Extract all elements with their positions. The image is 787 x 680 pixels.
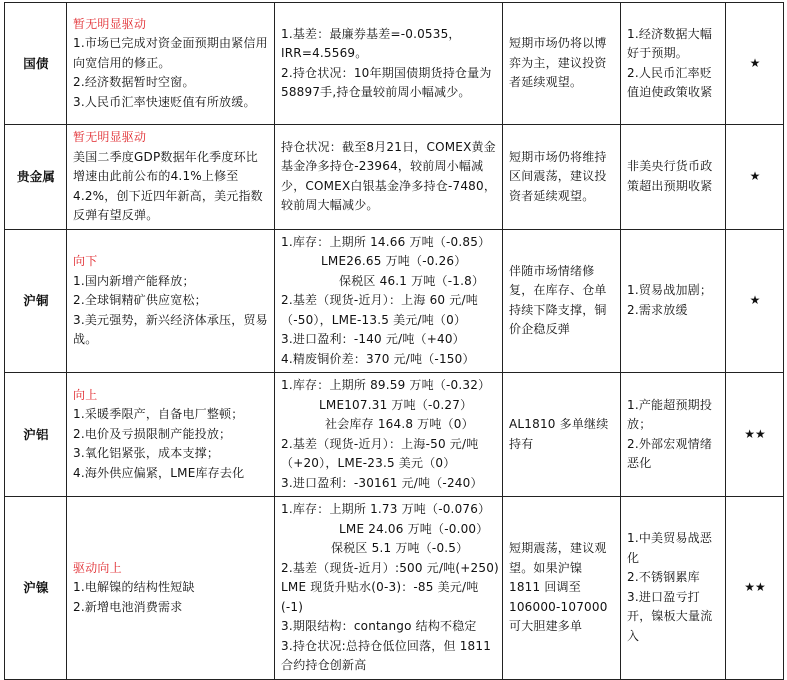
data-item: 3.持仓状况:总持仓低位回落，但 1811 合约持仓创新高: [281, 638, 492, 672]
driver-item: 1.采暖季限产，自备电厂整顿；: [73, 407, 244, 422]
row-name: 沪铝: [5, 373, 67, 497]
data-item: 保税区 46.1 万吨（-1.8）: [339, 273, 485, 288]
risk-item: 2.人民币汇率贬值迫使政策收紧: [627, 65, 713, 99]
table-row-copper: [5, 229, 784, 373]
row-name: 沪镍: [5, 497, 67, 680]
data-item: 2.基差（现货-近月）:500 元/吨(+250): [281, 560, 499, 575]
data-item: 2.持仓状况：10年期国债期货持仓量为58897手,持仓量较前周小幅减少。: [281, 65, 492, 99]
risk-cell: [621, 229, 726, 373]
risk-item: 1.产能超预期投放；: [627, 397, 713, 431]
risk-cell: [621, 373, 726, 497]
data-cell: [275, 373, 503, 497]
table-row-treasury: [5, 3, 784, 125]
trend-label: 暂无明显驱动: [73, 16, 147, 31]
data-item: LME 24.06 万吨（-0.00）: [339, 521, 489, 536]
data-item: 保税区 5.1 万吨（-0.5）: [331, 541, 469, 555]
risk-cell: [621, 125, 726, 230]
risk-item: 2.不锈钢累库: [627, 570, 700, 585]
data-item: 2.基差（现货-近月）：上海 60 元/吨（-50），LME-13.5 美元/吨（0）: [281, 293, 478, 327]
rating-stars: ★★: [726, 373, 784, 497]
data-cell: [275, 229, 503, 373]
data-item: 3.进口盈利：-140 元/吨（+40）: [281, 332, 465, 346]
driver-item: 美国二季度GDP数据年化季度环比增速由此前公布的4.1%上修至4.2%，创下近四年新高，美元指数反弹有望反弹。: [73, 149, 263, 222]
data-item: 持仓状况：截至8月21日，COMEX黄金基金净多持仓-23964，较前周小幅减少，COMEX白银基金净多持仓-7480，较前周大幅减少。: [281, 139, 497, 213]
commodity-strategy-table: [4, 2, 784, 680]
driver-item: 1.电解镍的结构性短缺: [73, 580, 195, 594]
trend-label: 驱动向上: [73, 560, 122, 575]
drivers-cell: [67, 373, 275, 497]
data-item: LME 现货升贴水(0-3)：-85 美元/吨(-1): [281, 580, 479, 614]
driver-item: 3.氧化铝紧张，成本支撑；: [73, 446, 220, 461]
risk-cell: [621, 3, 726, 125]
row-name: 国债: [5, 3, 67, 125]
data-item: 3.进口盈利：-30161 元/吨（-240）: [281, 475, 483, 490]
rating-stars: ★: [726, 125, 784, 230]
driver-item: 2.新增电池消费需求: [73, 599, 183, 614]
data-item: 1.库存：上期所 1.73 万吨（-0.076）: [281, 502, 491, 516]
driver-item: 3.美元强势，新兴经济体承压，贸易战。: [73, 312, 268, 346]
drivers-cell: [67, 3, 275, 125]
data-item: 1.库存：上期所 14.66 万吨（-0.85）: [281, 234, 491, 249]
row-name: 贵金属: [5, 125, 67, 230]
driver-item: 1.国内新增产能释放；: [73, 273, 195, 288]
table-row-nickel: [5, 497, 784, 680]
view-cell: 短期震荡，建议观望。如果沪镍 1811 回调至106000-107000 可大胆建多单: [503, 497, 621, 680]
table-row-aluminum: [5, 373, 784, 497]
trend-label: 向上: [73, 387, 98, 402]
driver-item: 1.市场已完成对资金面预期由紧信用向宽信用的修正。: [73, 36, 268, 70]
view-cell: 短期市场仍将以博弈为主，建议投资者延续观望。: [503, 3, 621, 125]
data-item: 1.库存：上期所 89.59 万吨（-0.32）: [281, 378, 491, 392]
trend-label: 向下: [73, 254, 98, 268]
driver-item: 2.电价及亏损限制产能投放；: [73, 426, 232, 441]
data-cell: [275, 497, 503, 680]
data-item: 1.基差：最廉券基差=-0.0535，IRR=4.5569。: [281, 26, 461, 60]
risk-cell: [621, 497, 726, 680]
data-cell: [275, 125, 503, 230]
data-item: LME26.65 万吨（-0.26）: [321, 254, 467, 268]
trend-label: 暂无明显驱动: [73, 130, 147, 144]
risk-item: 非美央行货币政策超出预期收紧: [627, 159, 713, 193]
driver-item: 3.人民币汇率快速贬值有所放缓。: [73, 94, 256, 109]
rating-stars: ★: [726, 229, 784, 373]
strategy-table-container: [4, 2, 783, 680]
driver-item: 2.全球铜精矿供应宽松；: [73, 293, 207, 307]
data-item: 2.基差（现货-近月）：上海-50 元/吨（+20），LME-23.5 美元（0）: [281, 436, 479, 470]
driver-item: 2.经济数据暂时空窗。: [73, 75, 195, 90]
drivers-cell: [67, 125, 275, 230]
view-cell: AL1810 多单继续持有: [503, 373, 621, 497]
rating-stars: ★: [726, 3, 784, 125]
risk-item: 3.进口盈亏打开，镍板大量流入: [627, 589, 713, 643]
driver-item: 4.海外供应偏紧，LME库存去化: [73, 465, 245, 480]
data-item: 社会库存 164.8 万吨（0）: [325, 417, 474, 431]
view-cell: 伴随市场情绪修复，在库存、仓单持续下降支撑，铜价企稳反弹: [503, 229, 621, 373]
view-cell: 短期市场仍将维持区间震荡，建议投资者延续观望。: [503, 125, 621, 230]
risk-item: 2.需求放缓: [627, 302, 688, 317]
data-cell: [275, 3, 503, 125]
risk-item: 1.贸易战加剧；: [627, 283, 713, 298]
data-item: 3.期限结构：contango 结构不稳定: [281, 619, 477, 633]
table-row-precious-metals: [5, 125, 784, 230]
data-item: LME107.31 万吨（-0.27）: [319, 397, 473, 412]
rating-stars: ★★: [726, 497, 784, 680]
drivers-cell: [67, 497, 275, 680]
data-item: 4.精废铜价差：370 元/吨（-150）: [281, 351, 475, 366]
risk-item: 2.外部宏观情绪恶化: [627, 436, 713, 470]
drivers-cell: [67, 229, 275, 373]
risk-item: 1.中美贸易战恶化: [627, 531, 713, 565]
row-name: 沪铜: [5, 229, 67, 373]
risk-item: 1.经济数据大幅好于预期。: [627, 26, 713, 60]
